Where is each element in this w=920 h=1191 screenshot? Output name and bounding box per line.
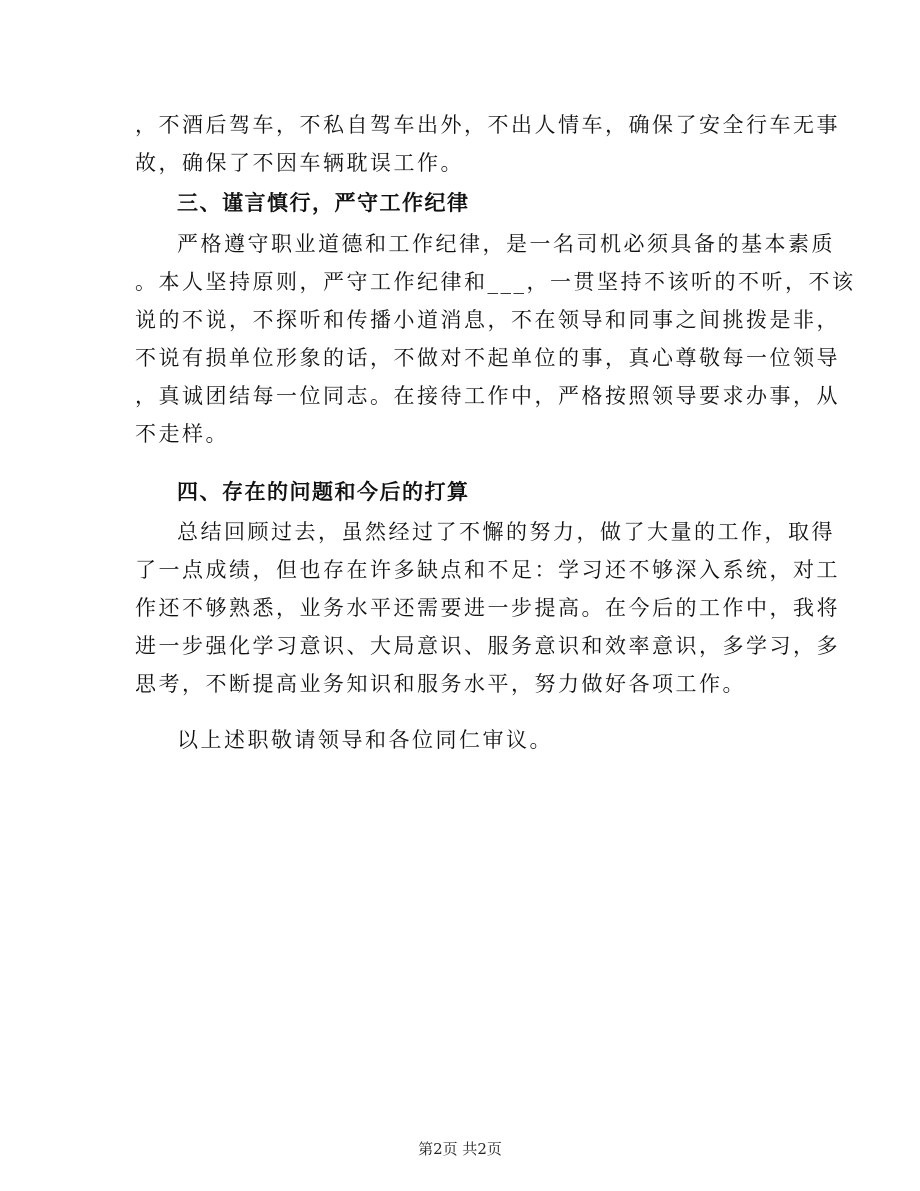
body-text-line: 进一步强化学习意识、大局意识、服务意识和效率意识，多学习，多 [135,634,840,658]
body-text-line: 了一点成绩，但也存在许多缺点和不足：学习还不够深入系统，对工 [135,558,840,582]
body-text-line: 严格遵守职业道德和工作纪律，是一名司机必须具备的基本素质 [177,232,835,256]
section-heading-4: 四、存在的问题和今后的打算 [177,480,470,504]
body-text-line: 不说有损单位形象的话，不做对不起单位的事，真心尊敬每一位领导 [135,346,840,370]
page-number-footer: 第2页 共2页 [418,1140,502,1158]
body-text-line: 总结回顾过去，虽然经过了不懈的努力，做了大量的工作，取得 [177,520,835,544]
closing-line: 以上述职敬请领导和各位同仁审议。 [177,728,553,752]
body-text-line: 作还不够熟悉，业务水平还需要进一步提高。在今后的工作中，我将 [135,596,840,620]
body-text-line: ，不酒后驾车，不私自驾车出外，不出人情车，确保了安全行车无事 [135,113,840,137]
body-text-line: 。本人坚持原则，严守工作纪律和___，一贯坚持不该听的不听，不该 [135,270,856,294]
section-heading-3: 三、谨言慎行，严守工作纪律 [177,191,470,215]
body-text-line: 说的不说，不探听和传播小道消息，不在领导和同事之间挑拨是非， [135,308,840,332]
body-text-line: 不走样。 [135,422,229,446]
body-text-line: 思考，不断提高业务知识和服务水平，努力做好各项工作。 [135,672,746,696]
body-text-line: 故，确保了不因车辆耽误工作。 [135,151,464,175]
body-text-line: ，真诚团结每一位同志。在接待工作中，严格按照领导要求办事，从 [135,384,840,408]
